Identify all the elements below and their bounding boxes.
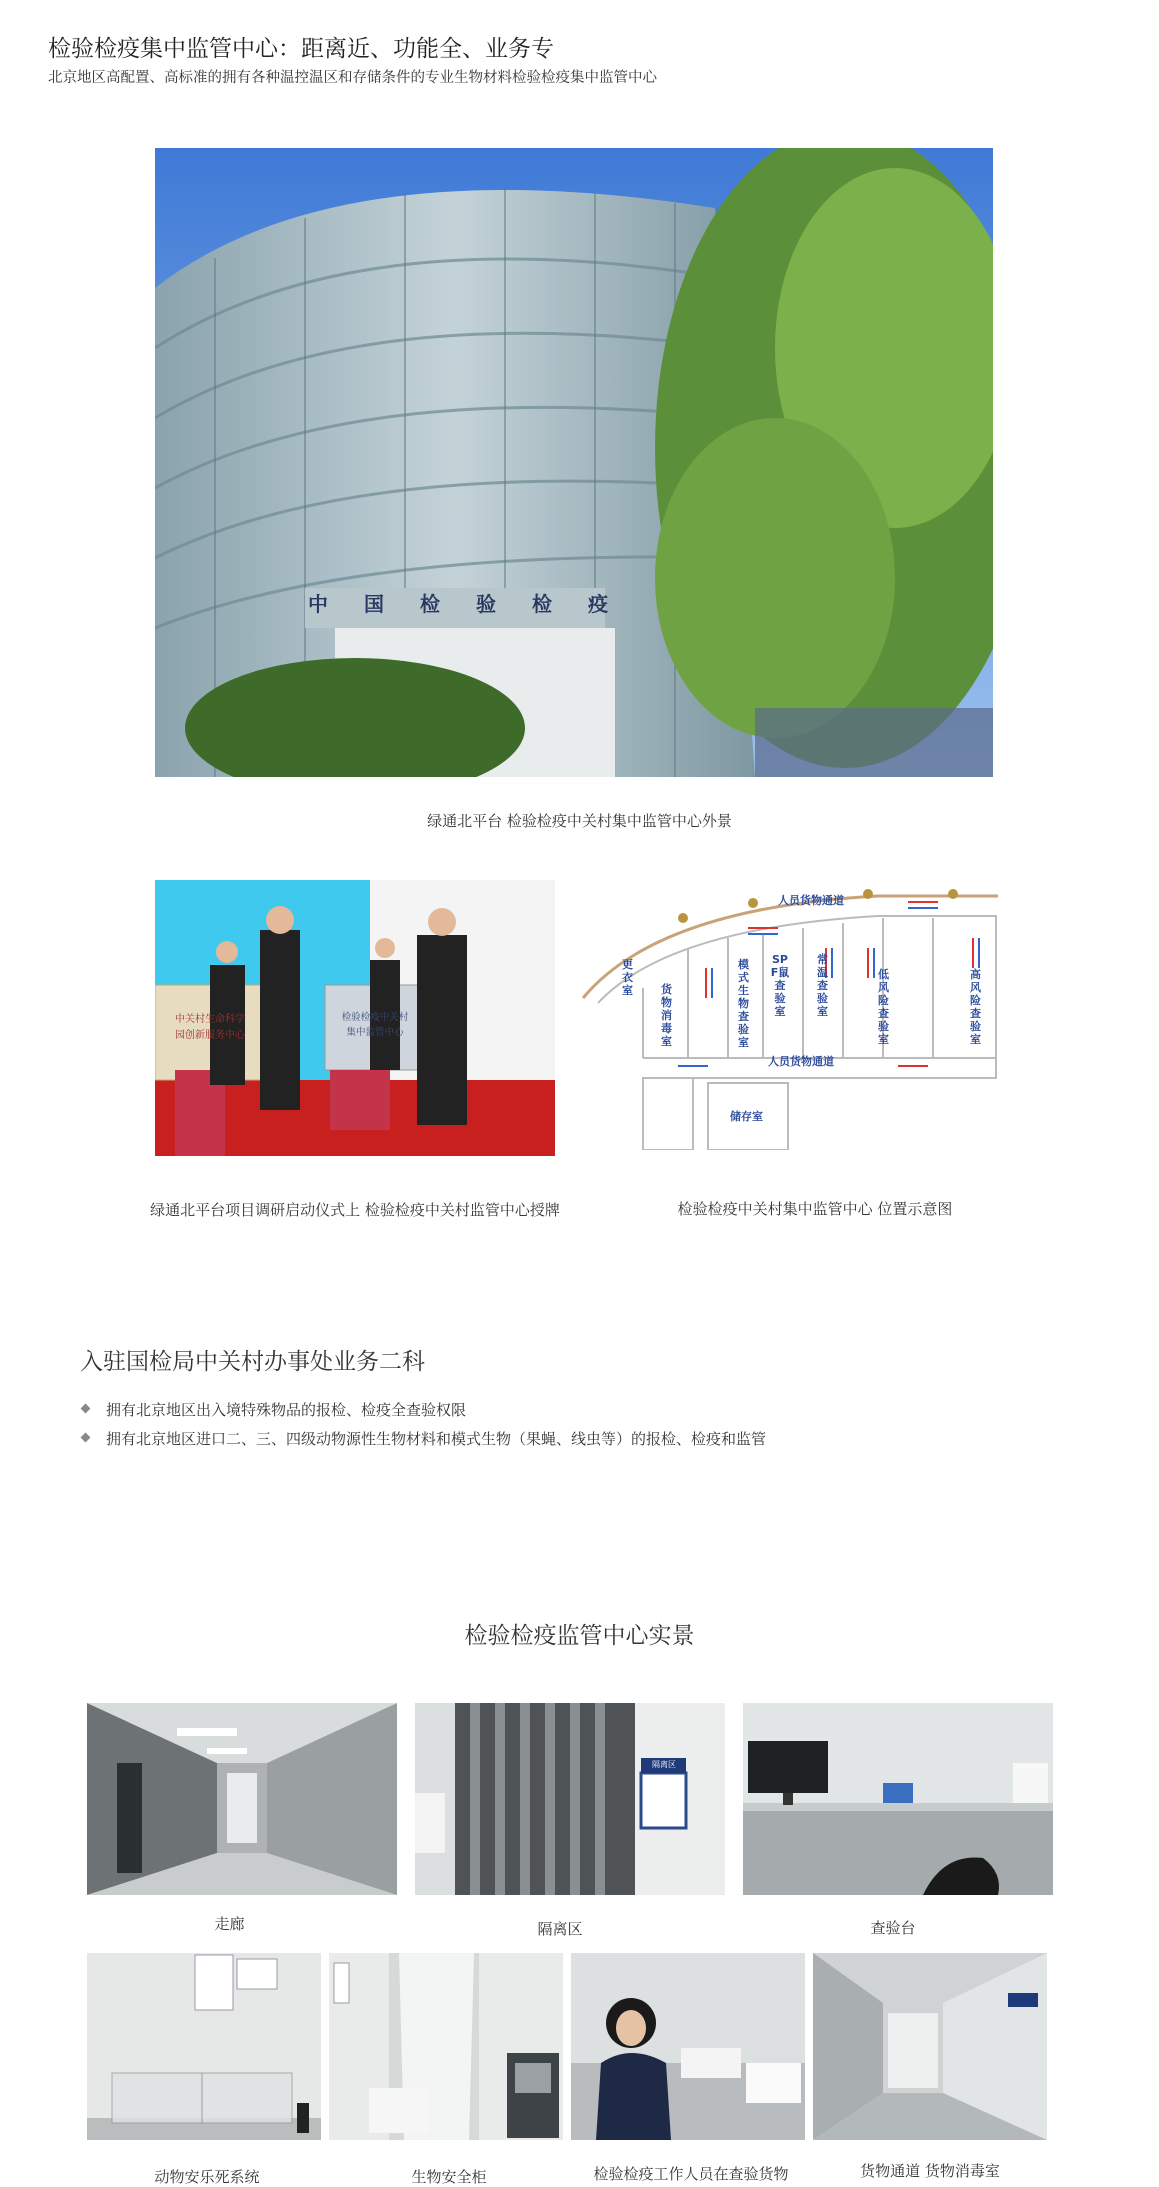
gallery-caption: 动物安乐死系统 [154, 2168, 260, 2186]
gallery-photo-euthanasia-system [87, 1953, 321, 2140]
page-title: 检验检疫集中监管中心：距离近、功能全、业务专 [48, 36, 554, 62]
building-sign-char: 中 [308, 592, 328, 616]
plaque-left-line: 中关村生命科学 [175, 1014, 245, 1025]
gallery-photo-inspection-table [743, 1703, 1053, 1895]
gallery-photo-inspector-at-work [571, 1953, 805, 2140]
ceremony-caption: 绿通北平台项目调研启动仪式上 检验检疫中关村监管中心授牌 [150, 1201, 560, 1219]
gallery-photo-cargo-corridor [813, 1953, 1047, 2140]
floorplan-room: 更衣室 [622, 958, 633, 997]
gallery-caption: 生物安全柜 [411, 2168, 487, 2186]
hero-building-photo [155, 148, 993, 777]
gallery-caption: 货物通道 货物消毒室 [860, 2162, 1000, 2180]
isolation-sign: 隔离区 [652, 1760, 676, 1769]
ceremony-photo [155, 880, 555, 1156]
gallery-title: 检验检疫监管中心实景 [464, 1623, 695, 1649]
floorplan-diagram [578, 888, 998, 1150]
building-sign-char: 验 [476, 592, 496, 616]
floorplan-storage: 储存室 [730, 1110, 763, 1123]
floorplan-bottom-corridor: 人员货物通道 [768, 1055, 834, 1068]
gallery-caption: 走廊 [214, 1915, 245, 1933]
floorplan-room: 货物消毒室 [661, 983, 672, 1048]
bullet-diamond-icon [81, 1404, 91, 1414]
business-item-text: 拥有北京地区出入境特殊物品的报检、检疫全查验权限 [106, 1401, 467, 1419]
plaque-center-line: 检验检疫中关村 [341, 1012, 409, 1023]
bullet-diamond-icon [81, 1433, 91, 1443]
gallery-photo-isolation [415, 1703, 725, 1895]
business-item [82, 1399, 466, 1420]
business-title: 入驻国检局中关村办事处业务二科 [80, 1349, 425, 1375]
gallery-caption: 查验台 [870, 1919, 916, 1937]
floorplan-room: 高风险查验室 [970, 968, 981, 1046]
business-item-text: 拥有北京地区进口二、三、四级动物源性生物材料和模式生物（果蝇、线虫等）的报检、检疫和监管 [106, 1430, 767, 1448]
gallery-caption: 检验检疫工作人员在查验货物 [593, 2165, 789, 2183]
floorplan-top-corridor: 人员货物通道 [778, 894, 844, 907]
business-item [82, 1428, 766, 1449]
plaque-center-line: 集中监管中心 [346, 1027, 404, 1038]
floorplan-room: 模式生物查验室 [738, 958, 749, 1049]
building-sign-char: 检 [420, 592, 440, 616]
gallery-photo-biosafety-cabinet [329, 1953, 563, 2140]
floorplan-room: 常温查验室 [817, 953, 828, 1018]
page-subtitle: 北京地区高配置、高标准的拥有各种温控温区和存储条件的专业生物材料检验检疫集中监管中心 [48, 70, 657, 86]
hero-caption: 绿通北平台 检验检疫中关村集中监管中心外景 [427, 812, 732, 830]
building-sign [308, 588, 608, 617]
floorplan-caption: 检验检疫中关村集中监管中心 位置示意图 [677, 1200, 953, 1218]
plaque-left-line: 园创新服务中心 [175, 1030, 245, 1041]
gallery-photo-corridor [87, 1703, 397, 1895]
building-sign-char: 疫 [588, 592, 608, 616]
floorplan-room: 低风险查验室 [878, 968, 889, 1046]
floorplan-room: SPF鼠查验室 [770, 953, 790, 1018]
gallery-caption: 隔离区 [537, 1920, 583, 1938]
plaque-center [327, 1010, 423, 1040]
plaque-left [160, 1012, 260, 1044]
building-sign-char: 国 [364, 592, 384, 616]
building-sign-char: 检 [532, 592, 552, 616]
